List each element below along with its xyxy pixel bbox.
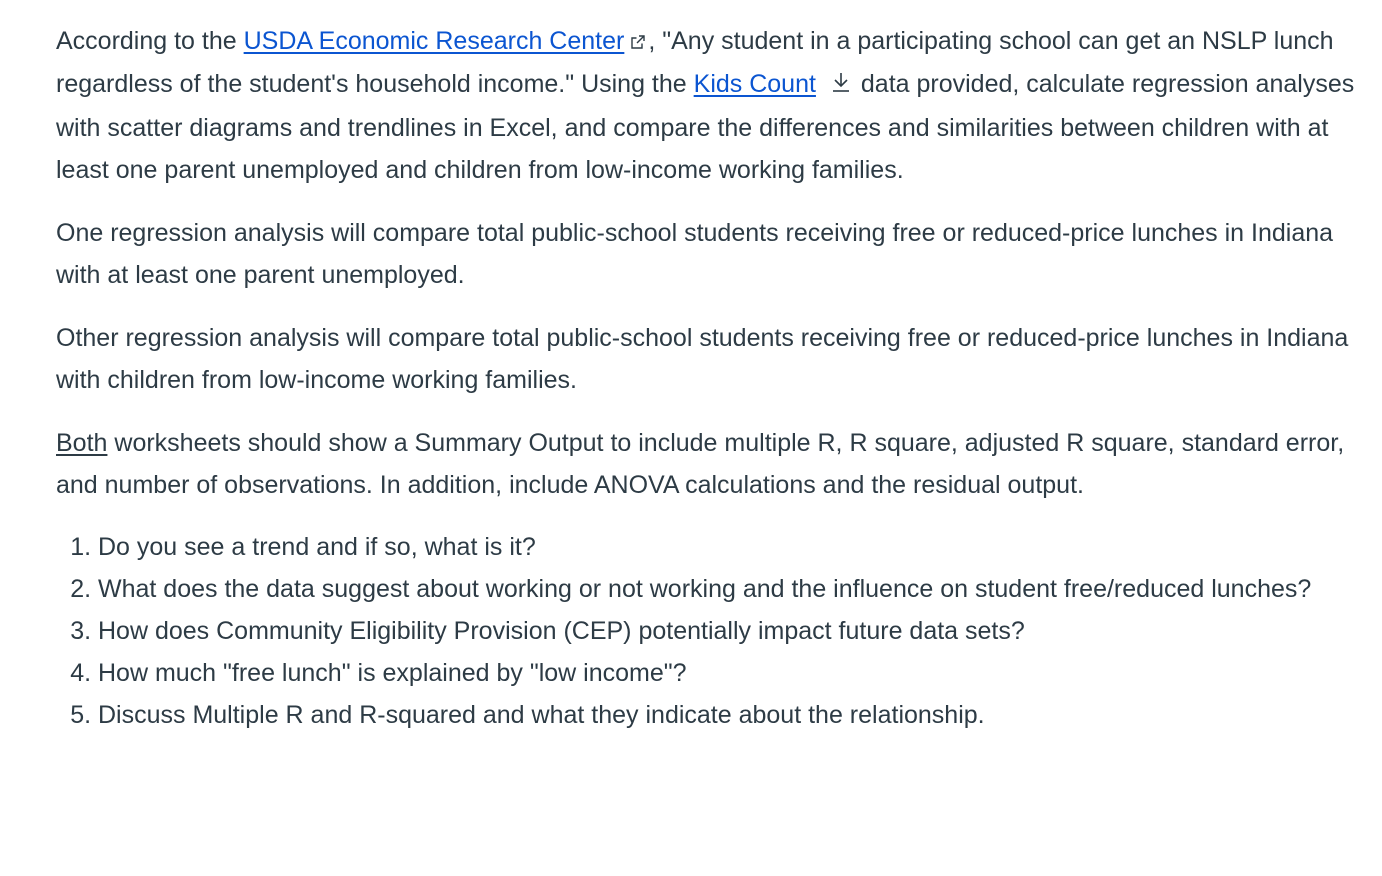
worksheets-paragraph — [56, 422, 1366, 506]
intro-paragraph — [56, 20, 1366, 191]
kids-count-link[interactable]: Kids Count — [693, 70, 816, 99]
list-item: 3. How does Community Eligibility Provision (CEP) potentially impact future data sets? — [98, 610, 1366, 652]
download-icon[interactable] — [830, 65, 852, 107]
assignment-content — [56, 20, 1366, 736]
intro-text-c: data provided, calculate regression analyses with scatter diagrams and trendlines in Excel, and compare the differences and similarities between children with at least one parent unemployed and children from low-income working families. — [56, 70, 1355, 184]
list-item: 1. Do you see a trend and if so, what is it? — [98, 526, 1366, 568]
worksheets-text: worksheets should show a Summary Output to include multiple R, R square, adjusted R square, standard error, and number of observations. In addition, include ANOVA calculations and the residual output. — [56, 428, 1345, 499]
intro-text-b: , "Any student in a participating school can get an NSLP lunch regardless of the student's household income." Using the — [56, 27, 1334, 99]
usda-link[interactable]: USDA Economic Research Center — [243, 27, 625, 55]
regression-one-paragraph: One regression analysis will compare total public-school students receiving free or reduced-price lunches in Indiana with at least one parent unemployed. — [56, 218, 1334, 289]
regression-two-paragraph: Other regression analysis will compare total public-school students receiving free or reduced-price lunches in Indiana with children from low-income working families. — [56, 323, 1349, 394]
list-item: 5. Discuss Multiple R and R-squared and what they indicate about the relationship. — [98, 694, 1366, 736]
external-link-icon[interactable] — [630, 21, 646, 63]
both-emphasis: Both — [56, 428, 108, 457]
intro-text-a: According to the — [56, 27, 244, 55]
questions-list — [56, 526, 1366, 736]
list-item: 4. How much "free lunch" is explained by "low income"? — [98, 652, 1366, 694]
list-item: 2. What does the data suggest about working or not working and the influence on student free/reduced lunches? — [98, 568, 1366, 610]
